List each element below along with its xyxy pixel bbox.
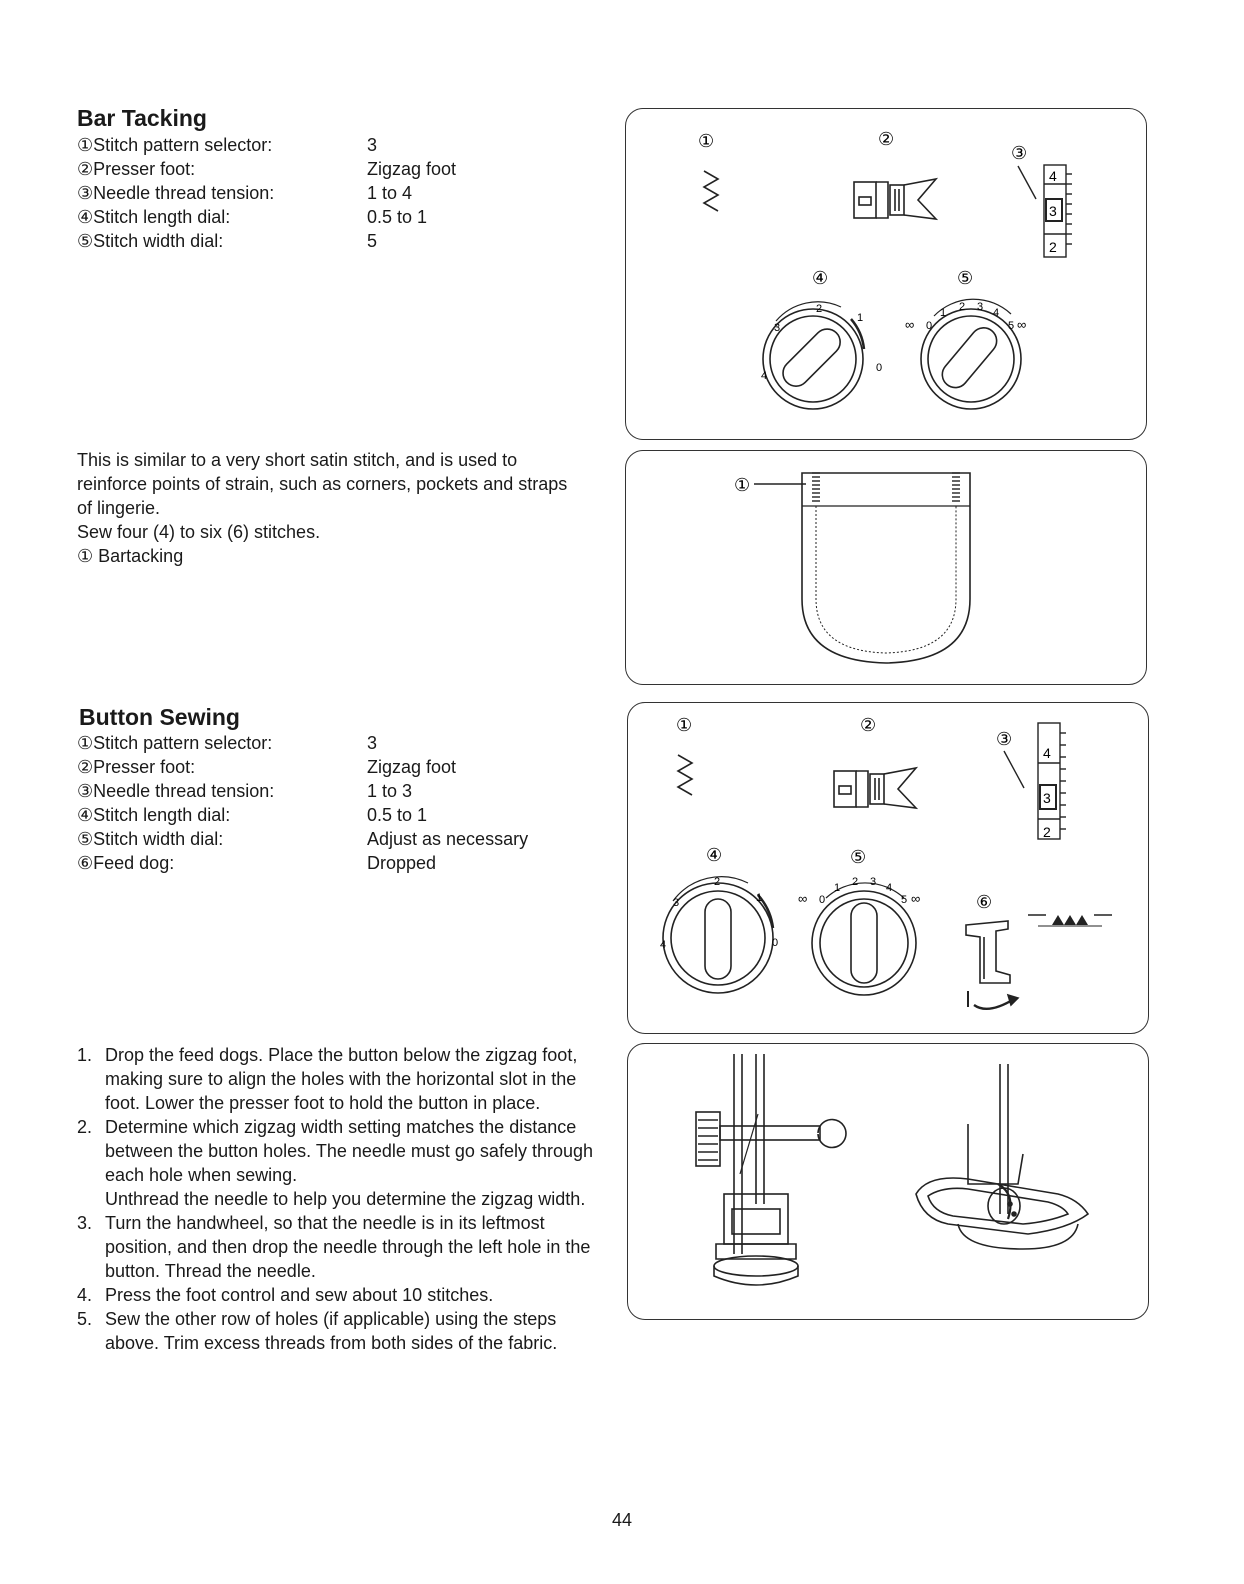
marker: ⑤: [77, 231, 94, 251]
callout-legend: [77, 544, 577, 568]
marker-5: ⑤: [850, 847, 867, 867]
zigzag-stitch-icon: [704, 171, 718, 211]
setting-row: [77, 755, 528, 779]
length-tick: 2: [816, 303, 823, 315]
tension-number: 2: [1043, 824, 1051, 840]
step-item: [77, 1211, 612, 1283]
marker-1: ①: [676, 715, 693, 735]
setting-row: [77, 133, 456, 157]
step-item: [77, 1283, 612, 1307]
label-text: Stitch length dial:: [93, 805, 231, 825]
width-tick: 0: [926, 320, 933, 332]
bar-tacking-title: Bar Tacking: [77, 105, 207, 131]
width-tick: 4: [993, 307, 1000, 319]
setting-label: [77, 827, 367, 851]
setting-value: 3: [367, 733, 378, 753]
bar-tacking-settings-diagram: [625, 108, 1147, 440]
setting-value: 3: [367, 135, 378, 155]
length-tick: 0: [772, 937, 779, 949]
button-sewing-settings-diagram: [627, 702, 1149, 1034]
stitch-length-dial: [763, 302, 864, 409]
button-sewing-settings: [77, 731, 528, 875]
setting-label: [77, 181, 367, 205]
marker: ⑥: [77, 853, 94, 873]
setting-row: [77, 851, 528, 875]
step-item: [77, 1307, 612, 1355]
step-item: [77, 1115, 612, 1211]
marker-2: ②: [860, 715, 877, 735]
marker-2: ②: [878, 129, 895, 149]
step-text: Unthread the needle to help you determine the zigzag width.: [105, 1189, 586, 1209]
marker-6: ⑥: [976, 892, 993, 912]
label-text: Stitch width dial:: [93, 829, 224, 849]
label-text: Needle thread tension:: [93, 781, 275, 801]
button-illustration-svg: [628, 1044, 1148, 1319]
zigzag-foot-icon: [834, 768, 916, 808]
width-infinity: ∞: [1017, 317, 1027, 332]
step-number: 4.: [77, 1285, 93, 1305]
width-infinity: ∞: [905, 317, 915, 332]
step-text: Sew the other row of holes (if applicable) using the steps above. Trim excess threads from both sides of the fabric.: [105, 1309, 558, 1353]
callout-marker: ①: [734, 475, 751, 495]
tension-number: 3: [1043, 790, 1051, 806]
setting-label: [77, 851, 367, 875]
setting-value: 0.5 to 1: [367, 207, 428, 227]
length-tick: 3: [774, 322, 781, 334]
width-infinity: ∞: [798, 891, 808, 906]
length-tick: 1: [857, 312, 864, 324]
setting-row: [77, 827, 528, 851]
bartacking-pocket-diagram: [625, 450, 1147, 685]
zigzag-stitch-icon: [678, 755, 692, 795]
step-text: Turn the handwheel, so that the needle is in its leftmost position, and then drop the needle through the left hole in the button. Thread the needle.: [105, 1213, 591, 1281]
step-number: 1.: [77, 1045, 93, 1065]
marker-5: ⑤: [957, 268, 974, 288]
description-paragraph: This is similar to a very short satin stitch, and is used to reinforce points of strain, such as corners, pockets and straps of lingerie.: [77, 450, 568, 518]
setting-label: [77, 133, 367, 157]
width-infinity: ∞: [911, 891, 921, 906]
pocket-diagram-svg: [626, 451, 1146, 684]
button-sewing-title: Button Sewing: [79, 704, 240, 730]
description-paragraph: Sew four (4) to six (6) stitches.: [77, 522, 321, 542]
length-tick: 4: [761, 370, 768, 382]
setting-row: [77, 181, 456, 205]
marker: ③: [77, 183, 94, 203]
bar-tacking-settings: [77, 133, 456, 253]
length-tick: 0: [876, 362, 883, 374]
presser-foot-angled-view: [916, 1064, 1088, 1249]
width-tick: 3: [870, 876, 877, 888]
label-text: Stitch width dial:: [93, 231, 224, 251]
step-text: Press the foot control and sew about 10 stitches.: [105, 1285, 494, 1305]
width-tick: 1: [940, 307, 947, 319]
width-tick: 5: [901, 894, 908, 906]
marker: ⑤: [77, 829, 94, 849]
tension-number: 4: [1043, 745, 1051, 761]
pocket-shape: [802, 473, 970, 663]
setting-label: [77, 731, 367, 755]
length-tick: 3: [673, 897, 680, 909]
marker: ①: [77, 733, 94, 753]
settings-diagram-svg: [626, 109, 1146, 439]
marker: ①: [77, 546, 94, 566]
width-tick: 5: [1008, 320, 1015, 332]
page-number: 44: [611, 1510, 633, 1530]
width-tick: 3: [977, 301, 984, 313]
length-tick: 2: [714, 876, 721, 888]
width-tick: 1: [834, 882, 841, 894]
label-text: Stitch pattern selector:: [93, 733, 273, 753]
step-item: [77, 1043, 612, 1115]
length-tick: 1: [756, 892, 763, 904]
marker: ①: [77, 135, 94, 155]
bar-tacking-description: [77, 448, 577, 568]
zigzag-foot-icon: [854, 179, 936, 219]
setting-row: [77, 157, 456, 181]
label-text: Presser foot:: [93, 757, 196, 777]
stitch-width-dial: [921, 299, 1021, 409]
setting-row: [77, 229, 456, 253]
callout-label: Bartacking: [98, 546, 184, 566]
label-text: Needle thread tension:: [93, 183, 275, 203]
button-sewing-steps: [77, 1043, 612, 1355]
setting-value: 0.5 to 1: [367, 805, 428, 825]
setting-value: Zigzag foot: [367, 159, 457, 179]
marker: ③: [77, 781, 94, 801]
label-text: Feed dog:: [93, 853, 175, 873]
step-text: Drop the feed dogs. Place the button below the zigzag foot, making sure to align the holes with the horizontal slot in the foot. Lower the presser foot to hold the button in place.: [105, 1045, 578, 1113]
button-settings-svg: [628, 703, 1148, 1033]
setting-value: Dropped: [367, 853, 437, 873]
step-number: 3.: [77, 1213, 93, 1233]
setting-label: [77, 755, 367, 779]
label-text: Stitch length dial:: [93, 207, 231, 227]
step-number: 2.: [77, 1117, 93, 1137]
setting-row: [77, 779, 528, 803]
marker-1: ①: [698, 131, 715, 151]
width-tick: 0: [819, 894, 826, 906]
tension-scale: [1038, 723, 1066, 839]
label-text: Presser foot:: [93, 159, 196, 179]
tension-number: 4: [1049, 168, 1057, 184]
button-sewing-illustration: [627, 1043, 1149, 1320]
setting-value: Adjust as necessary: [367, 829, 529, 849]
length-tick: 4: [660, 939, 667, 951]
marker: ④: [77, 805, 94, 825]
marker-3: ③: [996, 729, 1013, 749]
setting-label: [77, 205, 367, 229]
setting-label: [77, 157, 367, 181]
presser-foot-front-view: [696, 1054, 846, 1285]
tension-number: 3: [1049, 203, 1057, 219]
marker: ④: [77, 207, 94, 227]
setting-label: [77, 803, 367, 827]
step-text: Determine which zigzag width setting matches the distance between the button holes. The needle must go safely through each hole when sewing.: [105, 1117, 594, 1185]
marker-4: ④: [706, 845, 723, 865]
feed-dog-lever-icon: [966, 921, 1018, 1009]
step-number: 5.: [77, 1309, 93, 1329]
feed-dog-teeth-icon: [1028, 915, 1112, 926]
setting-label: [77, 229, 367, 253]
width-tick: 2: [852, 876, 859, 888]
marker-3: ③: [1011, 143, 1028, 163]
setting-value: 1 to 3: [367, 781, 413, 801]
setting-row: [77, 803, 528, 827]
width-tick: 4: [886, 882, 893, 894]
width-tick: 2: [959, 301, 966, 313]
setting-value: 1 to 4: [367, 183, 413, 203]
setting-row: [77, 205, 456, 229]
bartack-stitches: [812, 473, 960, 501]
marker-4: ④: [812, 268, 829, 288]
setting-label: [77, 779, 367, 803]
marker: ②: [77, 757, 94, 777]
marker: ②: [77, 159, 94, 179]
setting-row: [77, 731, 528, 755]
setting-value: Zigzag foot: [367, 757, 457, 777]
label-text: Stitch pattern selector:: [93, 135, 273, 155]
setting-value: 5: [367, 231, 378, 251]
tension-number: 2: [1049, 239, 1057, 255]
